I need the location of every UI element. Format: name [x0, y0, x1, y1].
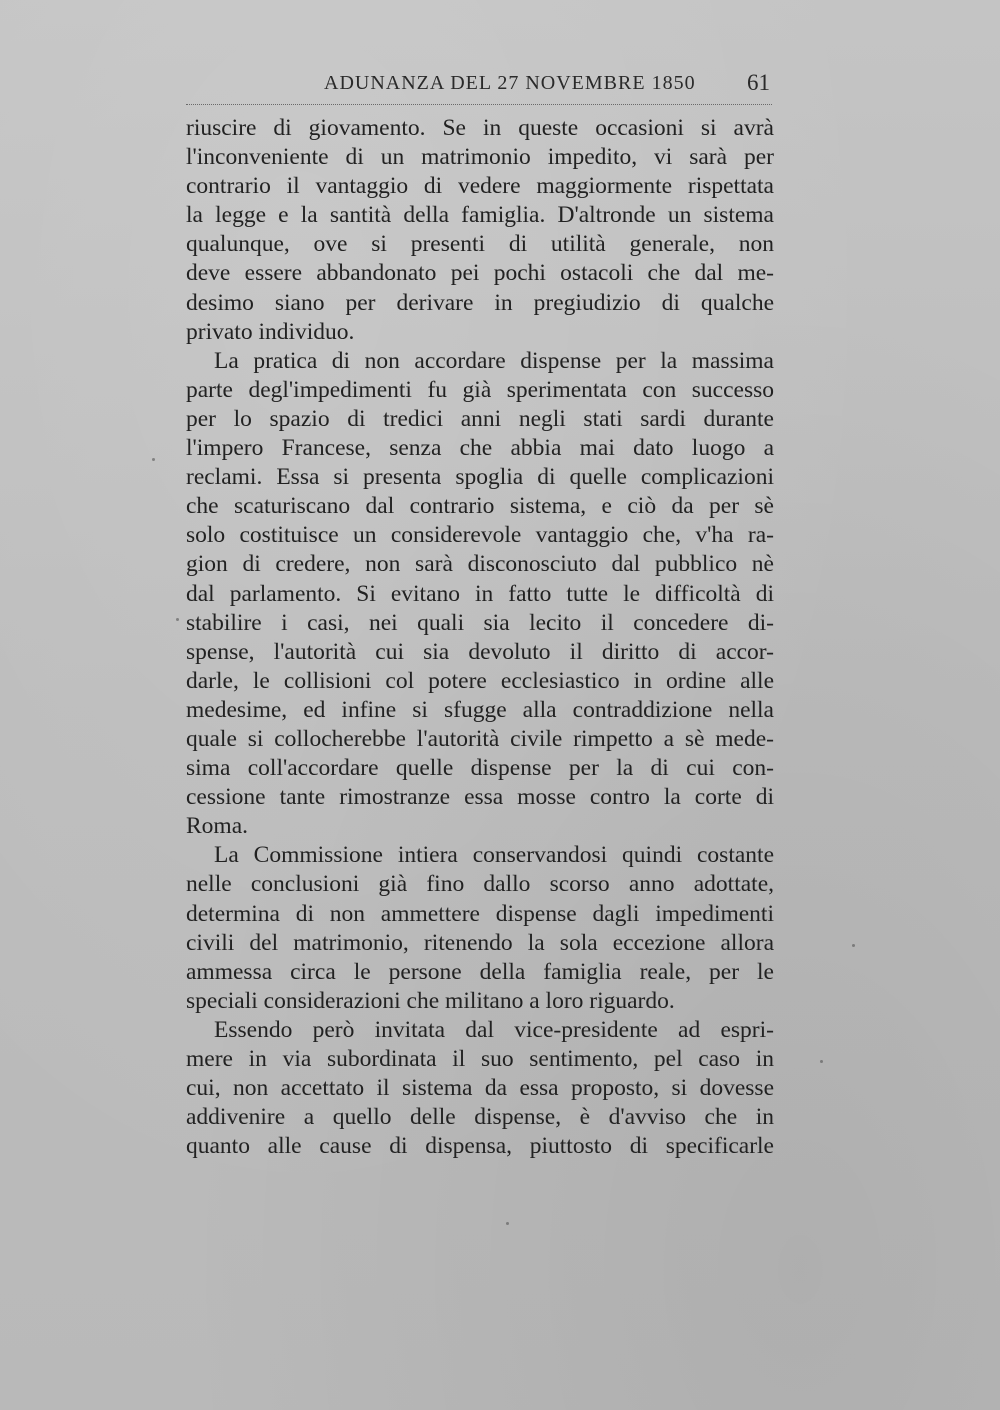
- text-line: determina di non ammettere dispense dagli impedimenti: [186, 900, 774, 927]
- text-line: mere in via subordinata il suo sentimento, pel caso in: [186, 1046, 774, 1072]
- paper-speck: [852, 944, 855, 947]
- text-line: cui, non accettato il sistema da essa proposto, si dovesse: [186, 1075, 774, 1102]
- running-header: [186, 64, 772, 105]
- text-line: che scaturiscano dal contrario sistema, e ciò da per sè: [186, 493, 774, 520]
- paper-speck: [820, 1060, 823, 1063]
- text-line: contrario il vantaggio di vedere maggiormente rispettata: [186, 173, 774, 200]
- text-line: per lo spazio di tredici anni negli stati sardi durante: [186, 405, 774, 432]
- text-line: quale si collocherebbe l'autorità civile rimpetto a sè mede-: [186, 725, 774, 752]
- text-line: parte degl'impedimenti fu già sperimentata con successo: [186, 376, 774, 403]
- body-text: [186, 114, 774, 1161]
- text-line: l'impero Francese, senza che abbia mai dato luogo a: [186, 435, 774, 462]
- text-line: quanto alle cause di dispensa, piuttosto di specificarle: [186, 1133, 774, 1160]
- text-line: l'inconveniente di un matrimonio impedito, vi sarà per: [186, 144, 774, 171]
- running-title: ADUNANZA DEL 27 NOVEMBRE 1850: [324, 72, 696, 94]
- paper-speck: [506, 1222, 509, 1225]
- text-line: civili del matrimonio, ritenendo la sola eccezione allora: [186, 929, 774, 956]
- text-line: addivenire a quello delle dispense, è d'avviso che in: [186, 1104, 774, 1131]
- text-line: stabilire i casi, nei quali sia lecito il concedere di-: [186, 609, 774, 636]
- text-line: gion di credere, non sarà disconosciuto dal pubblico nè: [186, 551, 774, 578]
- paper-speck: [176, 618, 179, 621]
- text-line: desimo siano per derivare in pregiudizio di qualche: [186, 289, 774, 316]
- paper-speck: [152, 458, 155, 461]
- text-line: la legge e la santità della famiglia. D'altronde un sistema: [186, 202, 774, 229]
- page-number: 61: [747, 70, 770, 95]
- text-line: qualunque, ove si presenti di utilità generale, non: [186, 231, 774, 258]
- text-line: reclami. Essa si presenta spoglia di quelle complicazioni: [186, 464, 774, 491]
- text-line: solo costituisce un considerevole vantaggio che, v'ha ra-: [186, 522, 774, 549]
- text-line: ammessa circa le persone della famiglia reale, per le: [186, 958, 774, 985]
- paragraph-first-line: La Commissione intiera conservandosi quindi costante: [214, 842, 774, 869]
- text-line: darle, le collisioni col potere ecclesiastico in ordine alle: [186, 667, 774, 694]
- text-line: deve essere abbandonato pei pochi ostacoli che dal me-: [186, 260, 774, 287]
- text-line: riuscire di giovamento. Se in queste occasioni si avrà: [186, 115, 774, 141]
- text-line: cessione tante rimostranze essa mosse contro la corte di: [186, 784, 774, 811]
- text-line: Roma.: [186, 813, 249, 840]
- text-line: dal parlamento. Si evitano in fatto tutte le difficoltà di: [186, 580, 774, 607]
- text-line: spense, l'autorità cui sia devoluto il diritto di accor-: [186, 638, 774, 665]
- paragraph-first-line: La pratica di non accordare dispense per la massima: [214, 347, 774, 374]
- text-line: nelle conclusioni già fino dallo scorso anno adottate,: [186, 871, 774, 898]
- text-line: sima coll'accordare quelle dispense per la di cui con-: [186, 755, 774, 782]
- text-line: medesime, ed infine si sfugge alla contraddizione nella: [186, 696, 774, 723]
- paragraph-first-line: Essendo però invitata dal vice-presidente ad espri-: [214, 1016, 774, 1043]
- text-line: speciali considerazioni che militano a loro riguardo.: [186, 987, 675, 1014]
- text-line: privato individuo.: [186, 318, 355, 345]
